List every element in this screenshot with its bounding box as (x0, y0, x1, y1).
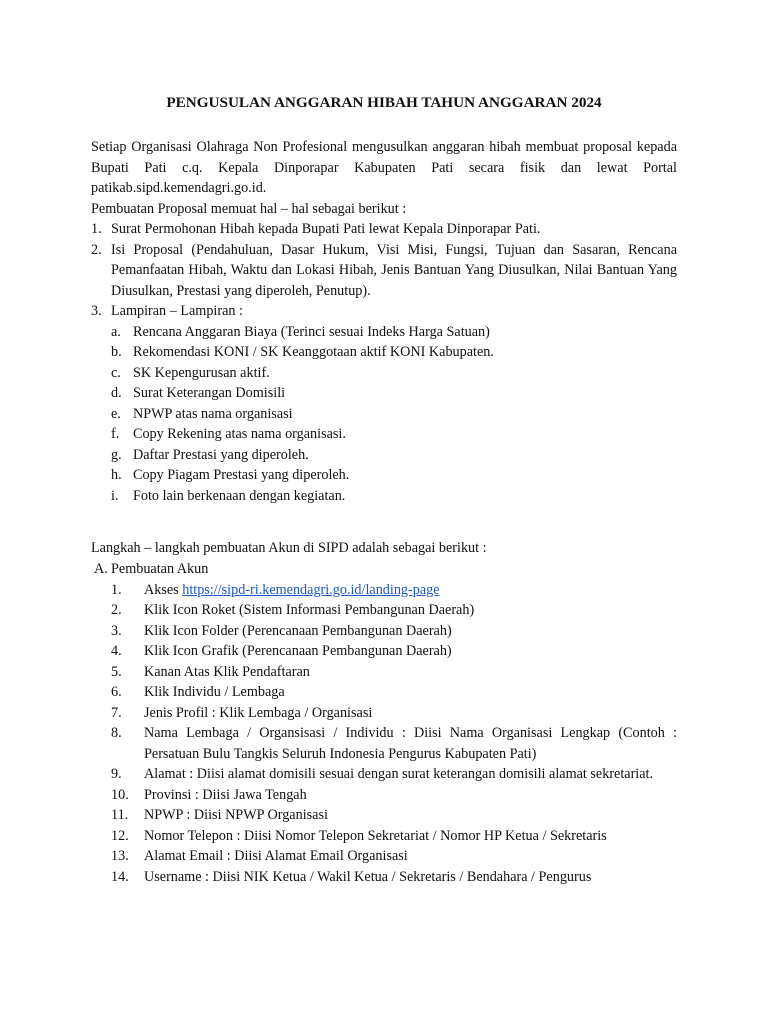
proposal-list (91, 219, 677, 506)
list-item-text: Copy Piagam Prestasi yang diperoleh. (133, 467, 350, 483)
list-marker: e. (111, 405, 121, 422)
list-marker: 8. (111, 725, 122, 741)
list-item (91, 301, 677, 506)
section-heading (91, 559, 677, 580)
list-marker: i. (111, 487, 119, 504)
list-marker: 3. (91, 303, 102, 319)
list-marker: 11. (111, 807, 129, 823)
list-item (111, 424, 677, 445)
list-item (111, 805, 677, 826)
list-item (111, 363, 677, 384)
list-item (111, 867, 677, 888)
steps-lead: Langkah – langkah pembuatan Akun di SIPD adalah sebagai berikut : (91, 540, 487, 556)
list-item-text: Jenis Profil : Klik Lembaga / Organisasi (144, 704, 373, 721)
sipd-link[interactable]: https://sipd-ri.kemendagri.go.id/landing-page (182, 581, 440, 598)
list-item-text: Username : Diisi NIK Ketua / Wakil Ketua / Sekretaris / Bendahara / Pengurus (144, 868, 592, 885)
list-marker: f. (111, 426, 120, 442)
list-item-text: Klik Icon Grafik (Perencanaan Pembangunan Daerah) (144, 643, 452, 659)
section-marker: A. (94, 561, 108, 577)
list-marker: 2. (91, 241, 102, 258)
list-item-text: Akses (144, 581, 183, 598)
list-item-text: Daftar Prestasi yang diperoleh. (133, 446, 309, 463)
list-item-text: Rekomendasi KONI / SK Keanggotaan aktif KONI Kabupaten. (133, 344, 494, 360)
list-item-text: NPWP : Diisi NPWP Organisasi (144, 807, 328, 823)
list-item (111, 785, 677, 806)
list-item (111, 600, 677, 621)
list-marker: g. (111, 446, 122, 463)
list-item-text: Klik Icon Roket (Sistem Informasi Pembangunan Daerah) (144, 602, 475, 618)
list-item-text: Surat Permohonan Hibah kepada Bupati Pati lewat Kepala Dinporapar Pati. (111, 221, 541, 237)
list-item (111, 764, 677, 785)
steps-list (91, 580, 677, 888)
section-label: Pembuatan Akun (111, 561, 209, 577)
list-item-text: Lampiran – Lampiran : (111, 303, 243, 319)
list-marker: 2. (111, 602, 122, 618)
list-item (111, 322, 677, 343)
list-marker: 12. (111, 827, 129, 844)
list-item-text: Foto lain berkenaan dengan kegiatan. (133, 487, 346, 504)
list-marker: a. (111, 323, 121, 340)
list-marker: b. (111, 344, 122, 360)
list-marker: 1. (91, 221, 102, 237)
list-item-text: Rencana Anggaran Biaya (Terinci sesuai Indeks Harga Satuan) (133, 323, 490, 340)
list-item (111, 445, 677, 466)
list-marker: 5. (111, 663, 122, 680)
list-item-text: Klik Icon Folder (Perencanaan Pembangunan Daerah) (144, 622, 452, 639)
list-marker: 4. (111, 643, 122, 659)
list-marker: 1. (111, 581, 122, 598)
list-marker: 14. (111, 868, 129, 885)
list-item (111, 846, 677, 867)
document-title: PENGUSULAN ANGGARAN HIBAH TAHUN ANGGARAN 2024 (166, 94, 602, 111)
list-item (91, 240, 677, 302)
list-item (111, 383, 677, 404)
list-marker: 6. (111, 684, 122, 700)
list-item (111, 621, 677, 642)
list-item-text: Kanan Atas Klik Pendaftaran (144, 663, 310, 680)
list-item-text: Nomor Telepon : Diisi Nomor Telepon Sekretariat / Nomor HP Ketua / Sekretaris (144, 827, 607, 844)
list-item (111, 641, 677, 662)
list-item-text: SK Kepengurusan aktif. (133, 364, 270, 381)
list-item (111, 826, 677, 847)
list-marker: 3. (111, 622, 122, 639)
intro-paragraph: Setiap Organisasi Olahraga Non Profesional mengusulkan anggaran hibah membuat proposal kepada Bupati Pati c.q. Kepala Dinporapar Kabupaten Pati secara fisik dan lewat Portal patikab.sipd.kemendagri.go.id. (91, 139, 677, 196)
list-item (111, 486, 677, 507)
list-item (111, 342, 677, 363)
proposal-lead: Pembuatan Proposal memuat hal – hal sebagai berikut : (91, 201, 407, 217)
list-item-text: Klik Individu / Lembaga (144, 684, 285, 700)
list-item (111, 723, 677, 764)
list-item (91, 219, 677, 240)
list-item-text: Nama Lembaga / Organsisasi / Individu : Diisi Nama Organisasi Lengkap (Contoh : Persatuan Bulu Tangkis Seluruh Indonesia Pengurus Kabupaten Pati) (144, 725, 677, 762)
list-item (111, 662, 677, 683)
list-item-text: Provinsi : Diisi Jawa Tengah (144, 786, 307, 803)
list-marker: 10. (111, 786, 129, 803)
list-marker: 7. (111, 704, 122, 721)
list-item (111, 703, 677, 724)
list-item-text: NPWP atas nama organisasi (133, 405, 293, 422)
list-marker: 13. (111, 848, 129, 864)
list-marker: c. (111, 364, 121, 381)
account-section (91, 559, 677, 887)
attachment-list (111, 322, 677, 507)
list-item-text: Surat Keterangan Domisili (133, 385, 286, 401)
list-item-text: Isi Proposal (Pendahuluan, Dasar Hukum, Visi Misi, Fungsi, Tujuan dan Sasaran, Rencana Pemanfaatan Hibah, Waktu dan Lokasi Hibah, Jenis Bantuan Yang Diusulkan, Nilai Bantuan Yang Diusulkan, Prestasi yang diperoleh, Penutup). (111, 241, 677, 299)
list-marker: h. (111, 467, 122, 483)
list-item-text: Alamat Email : Diisi Alamat Email Organisasi (144, 848, 408, 864)
list-marker: d. (111, 385, 122, 401)
list-item-text: Copy Rekening atas nama organisasi. (133, 426, 346, 442)
list-item (111, 404, 677, 425)
list-item-text: Alamat : Diisi alamat domisili sesuai dengan surat keterangan domisili alamat sekretariat. (144, 766, 654, 782)
list-marker: 9. (111, 766, 122, 782)
list-item (111, 682, 677, 703)
list-item (111, 580, 677, 601)
list-item (111, 465, 677, 486)
